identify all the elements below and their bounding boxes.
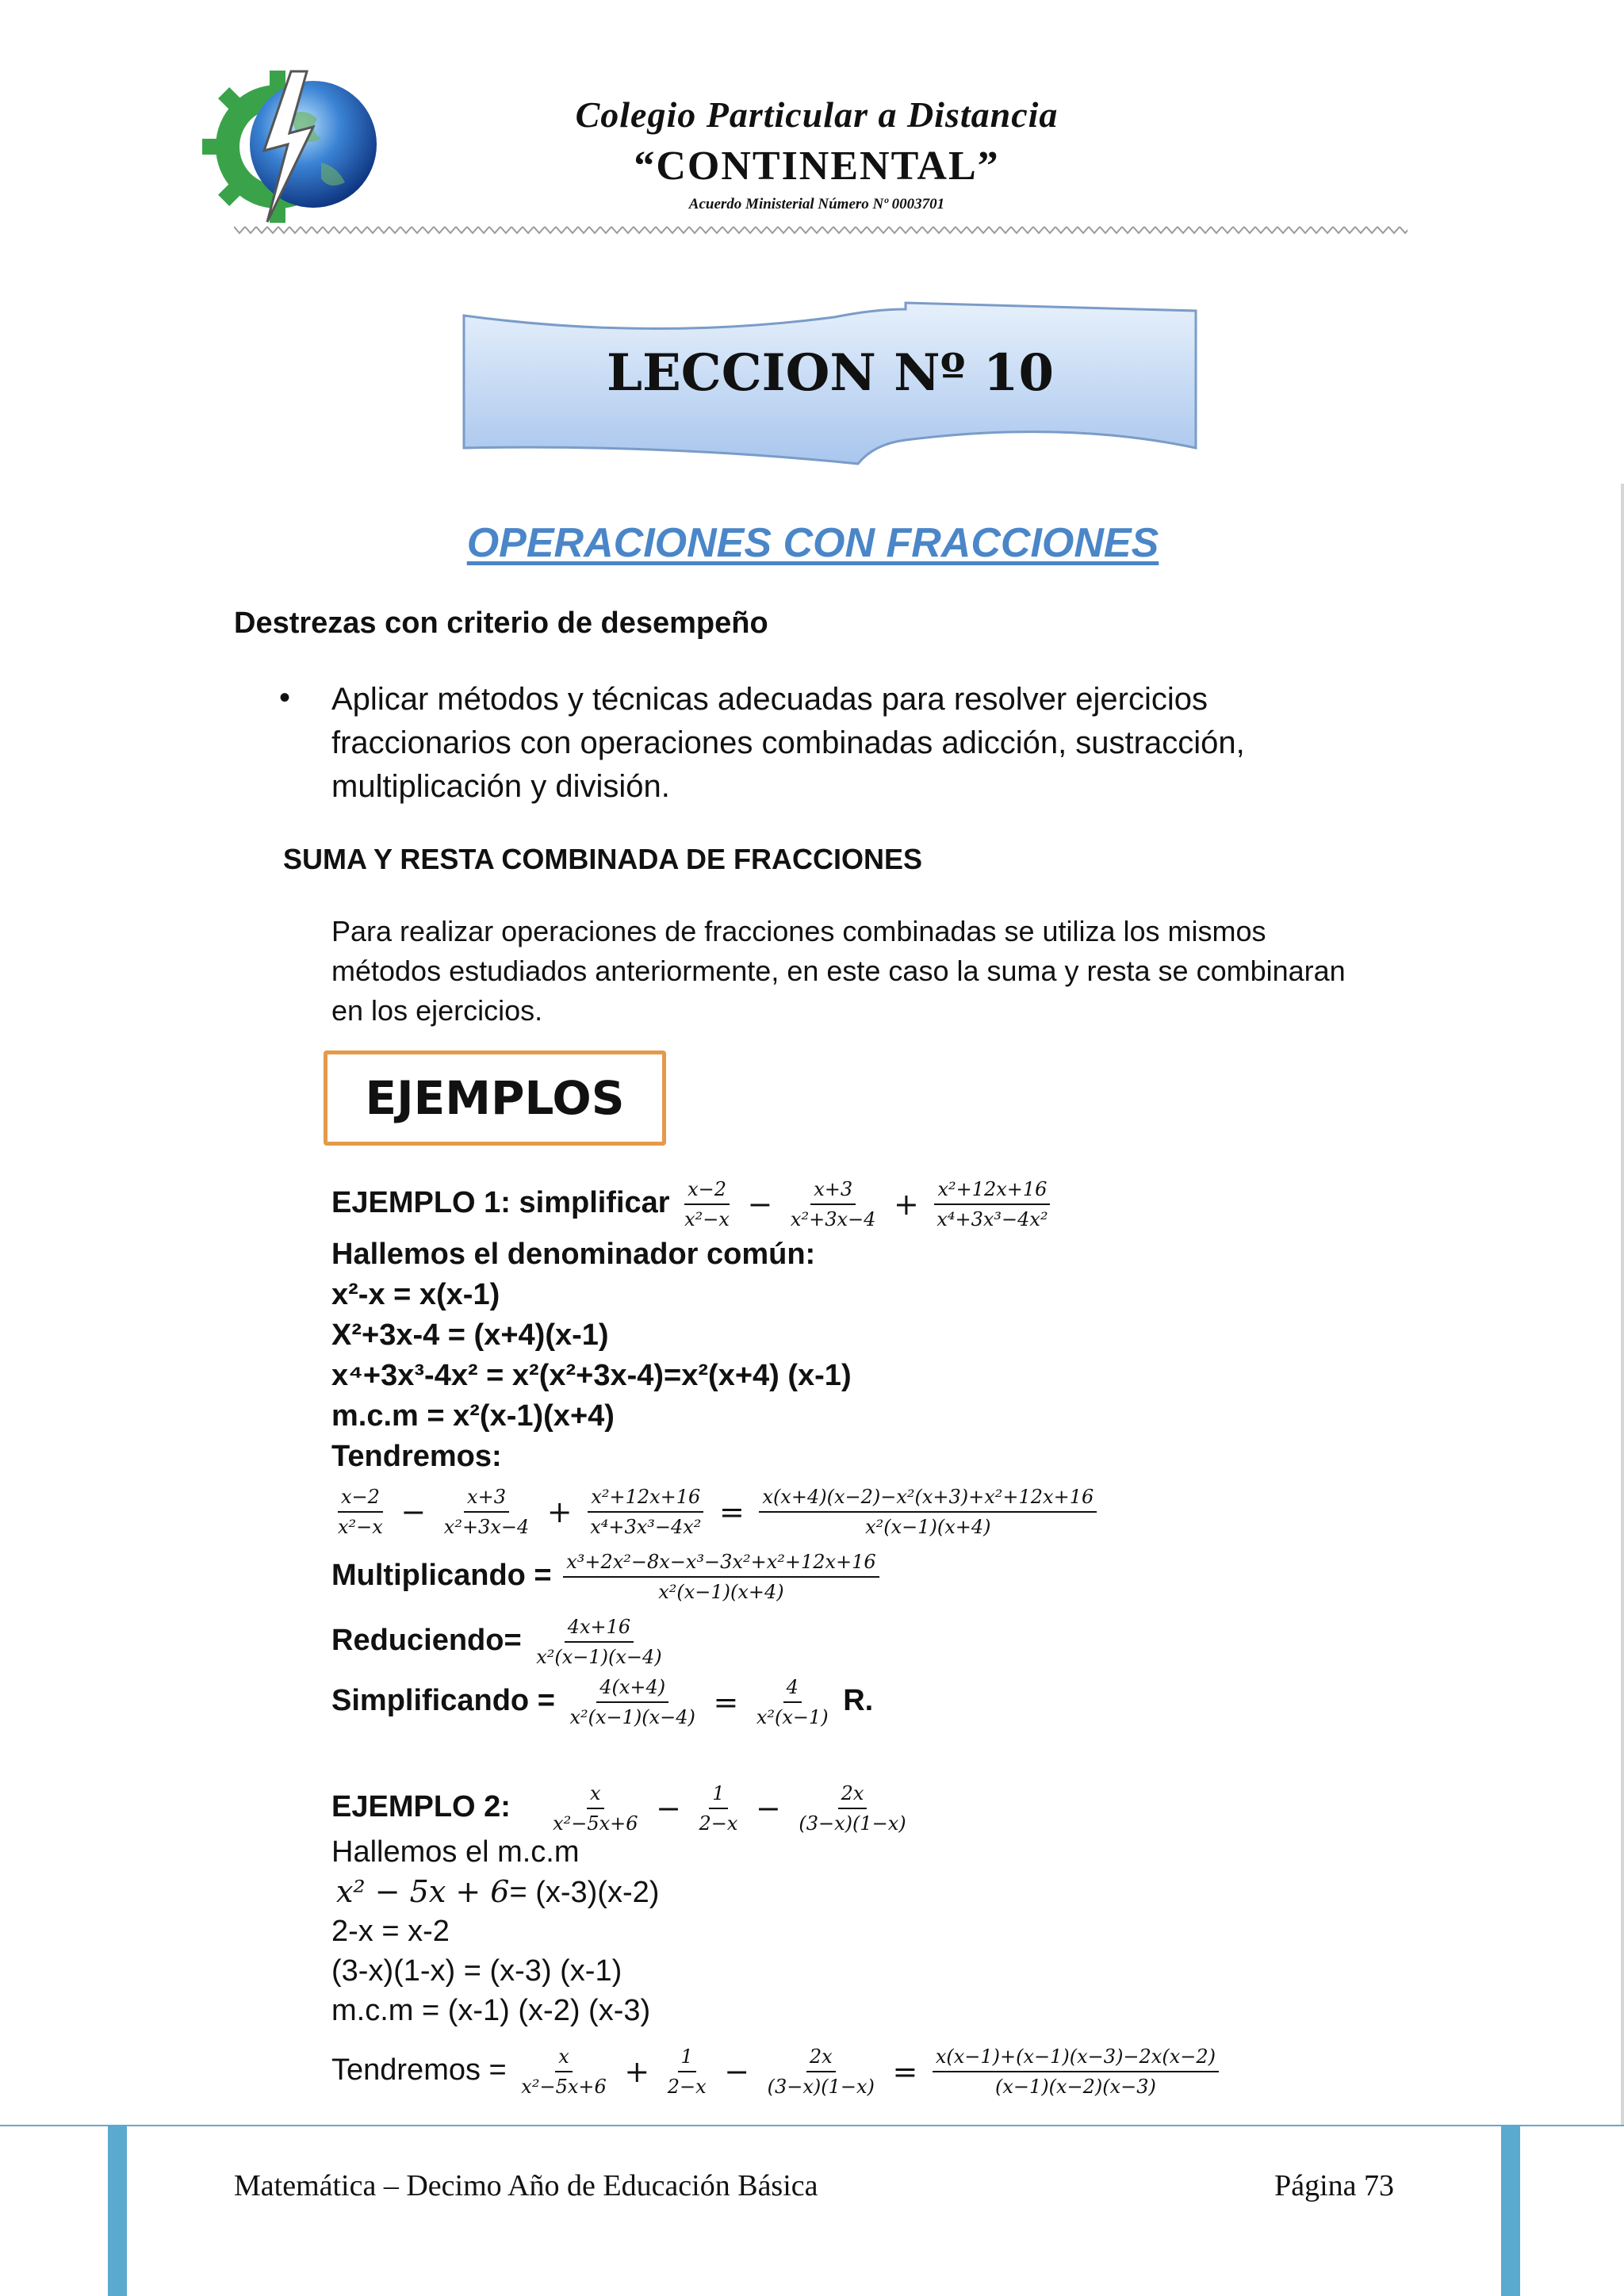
ministerial-agreement: Acuerdo Ministerial Número Nº 0003701 <box>688 196 945 212</box>
skills-item: Aplicar métodos y técnicas adecuadas para resolver ejercicios fraccionarios con operaciones combinadas adicción, sustracción, multiplicación y división. <box>331 682 1245 804</box>
examples-box <box>324 1050 666 1146</box>
example1-step: m.c.m = x²(x-1)(x+4) <box>331 1399 615 1433</box>
fraction: $\frac{4(x+4)}{\text{x²(x−1)(x−4)}}$ <box>569 1676 695 1728</box>
fraction: $\frac{2x}{(3-x)(1-x)}$ <box>767 2045 875 2098</box>
fraction: $\frac{x+3}{\text{x²+3x−4}}$ <box>790 1178 876 1230</box>
header-divider <box>234 222 1408 238</box>
example1-step: Tendremos: <box>331 1440 502 1473</box>
example2-tendremos: Tendremos = $\frac{x}{\text{x²−5x+6}}$ + $\frac{1}{2-x}$ − $\frac{2x}{(3-x)(1-x)}$ = $\frac{x(x-1)+(x-1)(x-3)-2x(x-2)}{(x-1)(x-2)(x-3)}$ <box>331 2044 1222 2099</box>
fraction: $\frac{2x}{(3-x)(1-x)}$ <box>799 1782 906 1835</box>
fraction: $\frac{\text{x²+12x+16}}{\text{x⁴+3x³−4x²}}$ <box>587 1484 704 1540</box>
page-number: Página 73 <box>1274 2169 1394 2202</box>
example1-multiply: Multiplicando = $\frac{\text{x³+2x²−8x−x³−3x²+x²+12x+16}}{\text{x²(x−1)(x+4)}}$ <box>331 1549 883 1605</box>
example2-statement: EJEMPLO 2: $\frac{x}{\text{x²−5x+6}}$ − $\frac{1}{2-x}$ − $\frac{2x}{(3-x)(1-x)}$ <box>331 1781 913 1836</box>
answer-mark: R. <box>843 1684 874 1718</box>
example2-step: x² − 5x + 6= (x-3)(x-2) <box>336 1874 660 1909</box>
example1-step: X²+3x-4 = (x+4)(x-1) <box>331 1318 609 1352</box>
example2-step: Hallemos el m.c.m <box>331 1835 580 1869</box>
fraction: $\frac{4x+16}{\text{x²(x−1)(x−4)}}$ <box>536 1616 662 1668</box>
bullet: • <box>279 680 291 715</box>
fraction: $\frac{\text{x³+2x²−8x−x³−3x²+x²+12x+16}}{\text{x²(x−1)(x+4)}}$ <box>563 1549 879 1605</box>
example1-step: x²-x = x(x-1) <box>331 1278 500 1311</box>
fraction: $\frac{x}{\text{x²−5x+6}}$ <box>553 1782 638 1835</box>
fraction: $\frac{x+3}{\text{x²+3x−4}}$ <box>443 1486 530 1538</box>
fraction: $\frac{1}{2-x}$ <box>667 2045 707 2098</box>
fraction: $\frac{x-2}{\text{x²−x}}$ <box>684 1178 730 1230</box>
section-intro: Para realizar operaciones de fracciones combinadas se utiliza los mismos métodos estudiados anteriormente, en este caso la suma y resta se combinaran en los ejercicios. <box>331 915 1346 1027</box>
topic-title: OPERACIONES CON FRACCIONES <box>466 520 1159 566</box>
examples-label: EJEMPLOS <box>365 1071 625 1125</box>
footer-bar-left <box>108 2125 127 2296</box>
example1-simplify: Simplificando = $\frac{4(x+4)}{\text{x²(x−1)(x−4)}}$ = $\frac{4}{\text{x²(x−1)}}$ R. <box>331 1676 874 1728</box>
footer-bar-right <box>1501 2125 1520 2296</box>
example2-step: (3-x)(1-x) = (x-3) (x-1) <box>331 1954 622 1988</box>
example2-label: EJEMPLO 2: <box>331 1790 511 1824</box>
example2-step: m.c.m = (x-1) (x-2) (x-3) <box>331 1994 651 2027</box>
footer-line <box>0 2125 1624 2126</box>
lesson-title: LECCION Nº 10 <box>607 343 1054 403</box>
fraction: $\frac{\text{x²+12x+16}}{\text{x⁴+3x³−4x²}}$ <box>933 1177 1051 1232</box>
page-edge <box>1621 484 1624 2125</box>
example1-reduce: Reduciendo= $\frac{4x+16}{\text{x²(x−1)(x−4)}}$ <box>331 1614 668 1670</box>
footer-course: Matemática – Decimo Año de Educación Básica <box>234 2169 818 2202</box>
fraction: $\frac{x}{\text{x²−5x+6}}$ <box>521 2045 607 2098</box>
example2-step: 2-x = x-2 <box>331 1915 450 1948</box>
example1-step: x⁴+3x³-4x² = x²(x²+3x-4)=x²(x+4) (x-1) <box>331 1359 852 1392</box>
example1-label: EJEMPLO 1: simplificar <box>331 1186 670 1220</box>
example1-statement: EJEMPLO 1: simplificar $\frac{x-2}{\text{x²−x}}$ − $\frac{x+3}{\text{x²+3x−4}}$ + $\frac{\text{x²+12x+16}}{\text{x⁴+3x³−4x²}}$ <box>331 1177 1055 1232</box>
example1-step: Hallemos el denominador común: <box>331 1238 816 1271</box>
fraction: $\frac{1}{2-x}$ <box>699 1782 738 1835</box>
fraction: $\frac{4}{\text{x²(x−1)}}$ <box>756 1676 829 1728</box>
fraction: $\frac{x-2}{\text{x²−x}}$ <box>338 1486 383 1538</box>
fraction: $\frac{x(x-1)+(x-1)(x-3)-2x(x-2)}{(x-1)(x-2)(x-3)}$ <box>933 2044 1219 2099</box>
school-logo <box>202 55 393 246</box>
skills-heading: Destrezas con criterio de desempeño <box>234 607 768 640</box>
example1-combined: $\frac{x-2}{\text{x²−x}}$ − $\frac{x+3}{\text{x²+3x−4}}$ + $\frac{\text{x²+12x+16}}{\text{x⁴+3x³−4x²}}$ = $\frac{\text{x(x+4)(x−2)−x²(x+3)+x²+12x+16}}{\text{x²(x−1)(x+4)}}$ <box>331 1484 1100 1540</box>
school-subtitle: “CONTINENTAL” <box>634 144 1000 189</box>
section-heading: SUMA Y RESTA COMBINADA DE FRACCIONES <box>283 843 923 875</box>
fraction: $\frac{\text{x(x+4)(x−2)−x²(x+3)+x²+12x+16}}{\text{x²(x−1)(x+4)}}$ <box>759 1484 1097 1540</box>
school-name: Colegio Particular a Distancia <box>575 94 1059 135</box>
